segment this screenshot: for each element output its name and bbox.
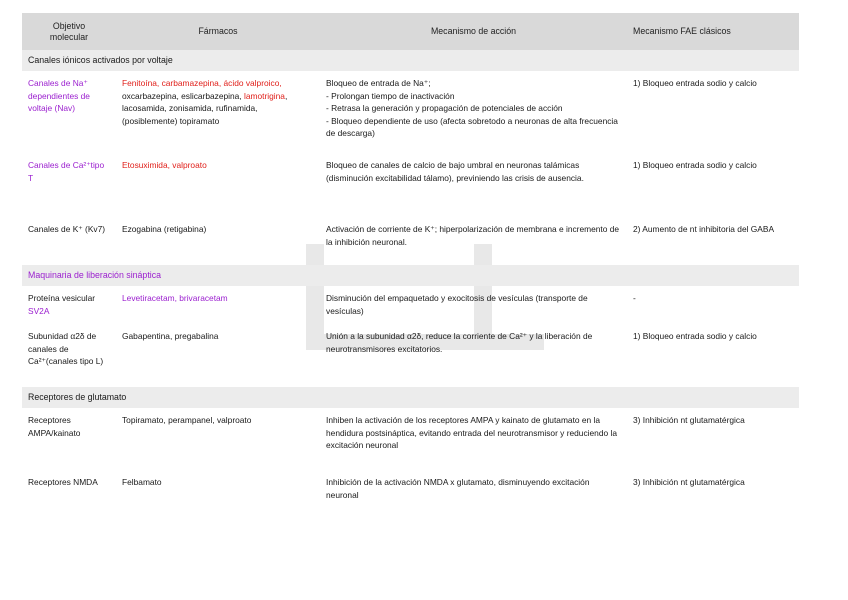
mechanism-cell: Disminución del empaquetado y exocitosis de vesículas (transporte de vesículas) [326, 293, 588, 316]
table-row [22, 286, 799, 324]
table-row [22, 470, 799, 526]
drugs-cell: Topiramato, perampanel, valproato [122, 415, 252, 425]
drugs-cell: Gabapentina, pregabalina [122, 331, 219, 341]
drugs-cell: Levetiracetam, brivaracetam [122, 293, 228, 303]
mechanism-cell: Activación de corriente de K⁺; hiperpolarización de membrana e incremento de la inhibición neuronal. [326, 224, 620, 247]
target-cell: Receptores NMDA [28, 477, 98, 487]
target-cell: Subunidad α2δ de canales de Ca²⁺(canales tipo L) [28, 331, 104, 367]
target-cell: Receptores AMPA/kainato [28, 415, 81, 438]
section-glutamate: Receptores de glutamato [22, 387, 799, 408]
mechanism-line: - Prolongan tiempo de inactivación [326, 90, 455, 101]
target-cell: Canales de Na⁺ dependientes de voltaje (Nav) [28, 78, 90, 114]
mechanism-cell: Unión a la subunidad α2δ, reduce la corriente de Ca²⁺ y la liberación de neurotransmisores excitatorios. [326, 331, 593, 354]
drugs-cell: Ezogabina (retigabina) [122, 224, 207, 234]
mechanism-cell: Inhiben la activación de los receptores AMPA y kainato de glutamato en la hendidura postsináptica, evitando entrada del neurotransmisor y reduciendo la excitación neuronal [326, 415, 617, 451]
drugs-cell [116, 71, 320, 153]
section-synaptic: Maquinaria de liberación sináptica [22, 265, 799, 286]
fae-cell: 3) Inhibición nt glutamatérgica [633, 415, 745, 425]
antiepileptic-table [22, 13, 799, 526]
fae-cell: 1) Bloqueo entrada sodio y calcio [633, 331, 757, 341]
mechanism-line: - Bloqueo dependiente de uso (afecta sobretodo a neuronas de alta frecuencia de descarga) [326, 115, 618, 139]
mechanism-line: - Retrasa la generación y propagación de potenciales de acción [326, 103, 563, 114]
header-fae: Mecanismo FAE clásicos [627, 13, 799, 50]
section-row [22, 387, 799, 408]
fae-cell: - [633, 293, 636, 303]
header-mechanism: Mecanismo de acción [320, 13, 627, 50]
drugs-black: , lacosamida, zonisamida, rufinamida, (posiblemente) topiramato [122, 90, 288, 126]
header-row [22, 13, 799, 50]
header-drugs: Fármacos [116, 13, 320, 50]
target-cell [22, 286, 116, 324]
section-row [22, 265, 799, 286]
target-cell: Canales de K⁺ (Kv7) [28, 224, 106, 234]
fae-cell: 1) Bloqueo entrada sodio y calcio [633, 160, 757, 170]
drugs-black: oxcarbazepina, eslicarbazepina, [122, 90, 242, 101]
drugs-red: Fenitoína, carbamazepina, ácido valproico, [122, 78, 282, 88]
mechanism-cell: Inhibición de la activación NMDA x glutamato, disminuyendo excitación neuronal [326, 477, 590, 500]
drugs-red: lamotrigina [243, 90, 285, 101]
mechanism-title: Bloqueo de entrada de Na⁺; [326, 78, 431, 88]
target-sv2a: SV2A [28, 305, 50, 316]
target-cell: Canales de Ca²⁺tipo T [28, 160, 105, 183]
mechanism-cell: Bloqueo de canales de calcio de bajo umbral en neuronas talámicas (disminución excitabilidad tálamo), previniendo las crisis de ausencia. [326, 160, 584, 183]
section-voltage: Canales iónicos activados por voltaje [22, 50, 799, 71]
fae-cell: 1) Bloqueo entrada sodio y calcio [633, 78, 757, 88]
fae-cell: 3) Inhibición nt glutamatérgica [633, 477, 745, 487]
target-text: Proteína vesicular [28, 293, 96, 303]
header-target: Objetivo molecular [22, 13, 116, 50]
table-row [22, 153, 799, 217]
table-row [22, 217, 799, 265]
table-row [22, 408, 799, 470]
table-row [22, 324, 799, 387]
fae-cell: 2) Aumento de nt inhibitoria del GABA [633, 224, 775, 234]
drugs-cell: Felbamato [122, 477, 162, 487]
section-row [22, 50, 799, 71]
drugs-cell: Etosuximida, valproato [122, 160, 207, 170]
mechanism-cell [320, 71, 627, 153]
table-row [22, 71, 799, 153]
